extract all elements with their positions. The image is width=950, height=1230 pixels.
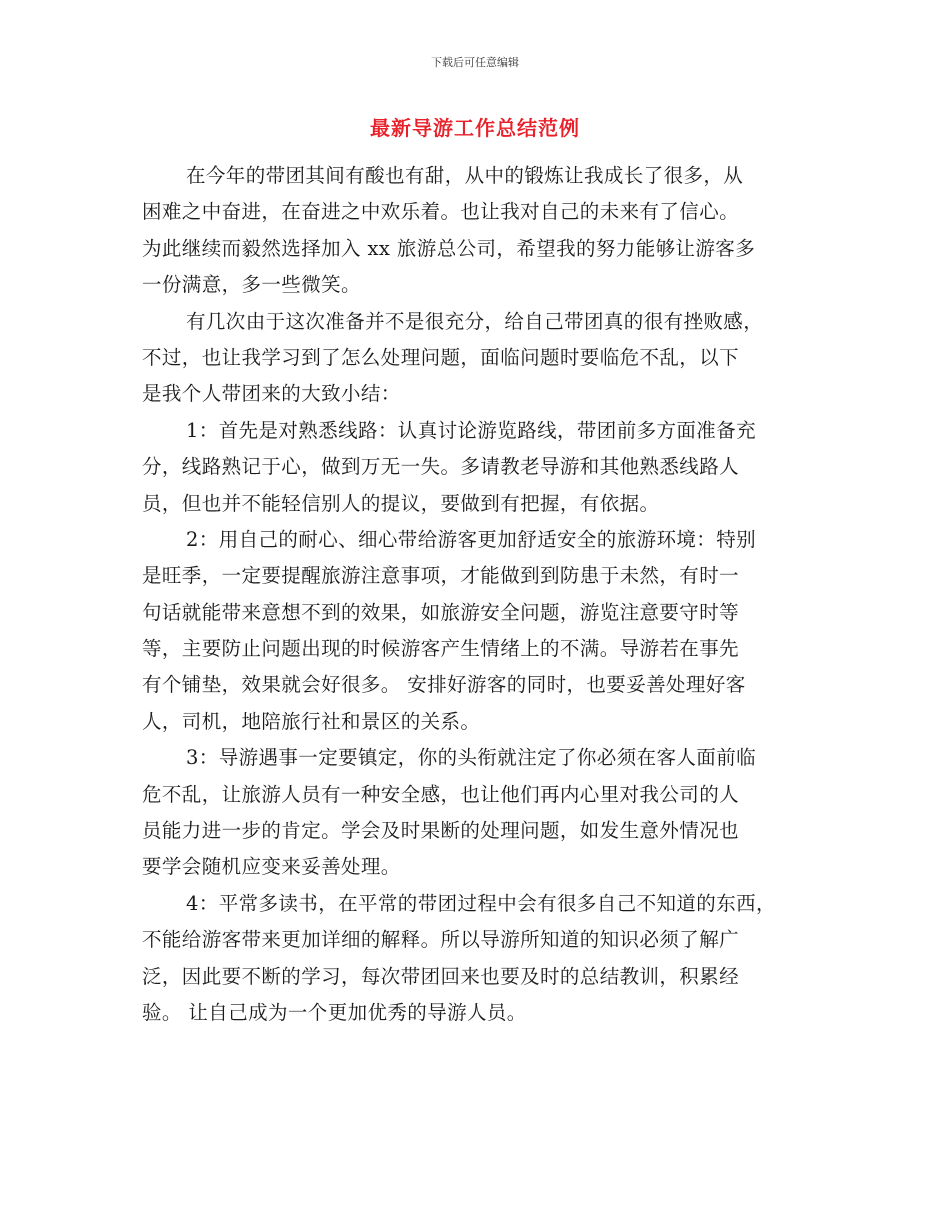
page-header: 下载后可任意编辑: [431, 56, 519, 69]
paragraph-line: 泛，因此要不断的学习，每次带团回来也要及时的总结教训，积累经: [142, 964, 740, 988]
document-body: [142, 158, 812, 1031]
paragraph-line: 为此继续而毅然选择加入 xx 旅游总公司，希望我的努力能够让游客多: [142, 236, 756, 260]
paragraph-line: 在今年的带团其间有酸也有甜，从中的锻炼让我成长了很多，从: [186, 164, 744, 187]
paragraph-line: 要学会随机应变来妥善处理。: [142, 855, 401, 879]
paragraph-line: 分，线路熟记于心，做到万无一失。多请教老导游和其他熟悉线路人: [142, 455, 740, 479]
paragraph-line: 困难之中奋进，在奋进之中欢乐着。也让我对自己的未来有了信心。: [142, 200, 740, 224]
paragraph-line: 1：首先是对熟悉线路：认真讨论游览路线，带团前多方面准备充: [186, 418, 757, 442]
paragraph-line: 危不乱，让旅游人员有一种安全感，也让他们再内心里对我公司的人: [142, 782, 740, 806]
paragraph-line: 有个铺垫，效果就会好很多。 安排好游客的同时，也要妥善处理好客: [142, 673, 746, 697]
paragraph-line: 等，主要防止问题出现的时候游客产生情绪上的不满。导游若在事先: [142, 637, 740, 661]
paragraph-line: 人，司机，地陪旅行社和景区的关系。: [142, 709, 481, 733]
paragraph-line: 4：平常多读书，在平常的带团过程中会有很多自己不知道的东西，: [186, 891, 776, 915]
paragraph-line: 3：导游遇事一定要镇定，你的头衔就注定了你必须在客人面前临: [186, 746, 757, 770]
paragraph-line: 员能力进一步的肯定。学会及时果断的处理问题，如发生意外情况也: [142, 819, 740, 843]
paragraph-line: 有几次由于这次准备并不是很充分，给自己带团真的很有挫败感，: [186, 309, 764, 333]
paragraph-line: 2：用自己的耐心、细心带给游客更加舒适安全的旅游环境：特别: [186, 527, 757, 551]
paragraph-line: 是我个人带团来的大致小结：: [142, 382, 401, 406]
paragraph-line: 验。 让自己成为一个更加优秀的导游人员。: [142, 1000, 527, 1024]
paragraph-line: 不能给游客带来更加详细的解释。所以导游所知道的知识必须了解广: [142, 928, 740, 952]
paragraph-line: 句话就能带来意想不到的效果，如旅游安全问题，游览注意要守时等: [142, 600, 740, 624]
paragraph-line: 员，但也并不能轻信别人的提议，要做到有把握，有依据。: [142, 491, 660, 515]
paragraph-line: 是旺季，一定要提醒旅游注意事项，才能做到到防患于未然，有时一: [142, 564, 740, 588]
document-title: 最新导游工作总结范例: [370, 116, 580, 140]
paragraph-line: 一份满意，多一些微笑。: [142, 273, 361, 297]
paragraph-line: 不过，也让我学习到了怎么处理问题，面临问题时要临危不乱，以下: [142, 345, 740, 369]
